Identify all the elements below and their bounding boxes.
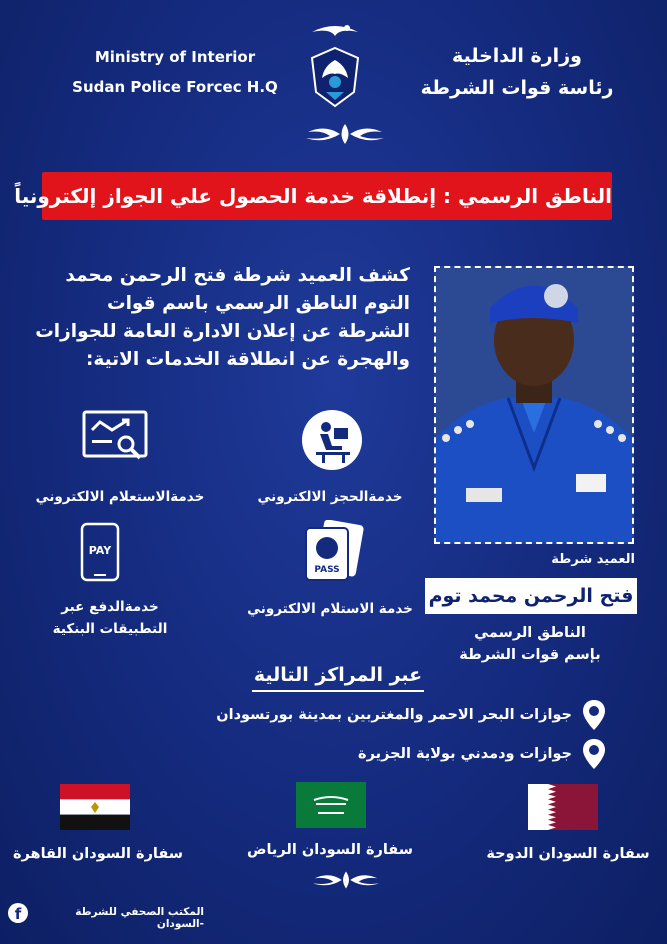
inquiry-service-icon [82,410,150,466]
booking-service-icon [302,410,362,470]
embassy-cairo: سفارة السودان القاهرة [12,846,184,862]
spokesman-role-line1: الناطق الرسمي [474,625,586,641]
egypt-flag-icon [60,784,130,830]
police-emblem-icon [300,18,370,118]
police-hq-ar: رئاسة قوات الشرطة [420,77,614,99]
pay-service-icon [80,522,120,582]
service-payment-line2: التطبيقات البنكية [52,621,168,637]
spokesman-rank: العميد شرطة [551,552,635,567]
qatar-flag-icon [528,784,598,830]
header-english [40,42,310,102]
centers-title: عبر المراكز التالية [252,660,424,692]
spokesman-role [430,622,630,666]
intro-paragraph: كشف العميد شرطة فتح الرحمن محمد التوم الناطق الرسمي باسم قوات الشرطة عن إعلان الادارة العامة للجوازات والهجرة عن انطلاقة الخدمات الاتية: [35,265,410,370]
embassy-doha: سفارة السودان الدوحة [486,846,650,862]
service-receipt-label: خدمة الاستلام الالكتروني [247,601,413,617]
headline-banner: الناطق الرسمي : إنطلاقة خدمة الحصول علي الجواز إلكترونياً [42,172,612,220]
embassy-riyadh: سفارة السودان الرياض [246,842,414,858]
center-item-portsudan: جوازات البحر الاحمر والمغتربين بمدينة بورتسودان [216,707,572,723]
header-arabic [407,40,627,104]
pass-service-icon [302,520,364,582]
ornament-divider-bottom [308,868,384,892]
pass-label: PASS [314,565,340,575]
spokesman-role-line2: بإسم قوات الشرطة [459,647,601,663]
ministry-name-en: Ministry of Interior [94,48,256,66]
spokesman-name: فتح الرحمن محمد توم [425,578,637,614]
saudi-flag-icon [296,782,366,828]
ministry-name-ar: وزارة الداخلية [452,45,582,67]
location-pin-icon [582,699,606,731]
facebook-icon[interactable]: f [8,903,28,923]
center-item-wadmadani: جوازات ودمدني بولاية الجزيرة [358,746,572,762]
service-booking-label: خدمةالحجز الالكتروني [257,489,403,505]
location-pin-icon [582,738,606,770]
footer-credit: المكتب الصحفي للشرطة -السودان [75,906,204,930]
service-inquiry-label: خدمةالاستعلام الالكتروني [35,489,205,505]
service-payment-line1: خدمةالدفع عبر [61,599,159,615]
ornament-divider-top [300,122,390,146]
spokesman-photo [434,266,634,544]
officer-portrait-icon [436,268,632,542]
pay-label: PAY [88,544,112,557]
service-payment-label [20,596,200,640]
police-hq-en: Sudan Police Forcec H.Q [72,78,278,96]
